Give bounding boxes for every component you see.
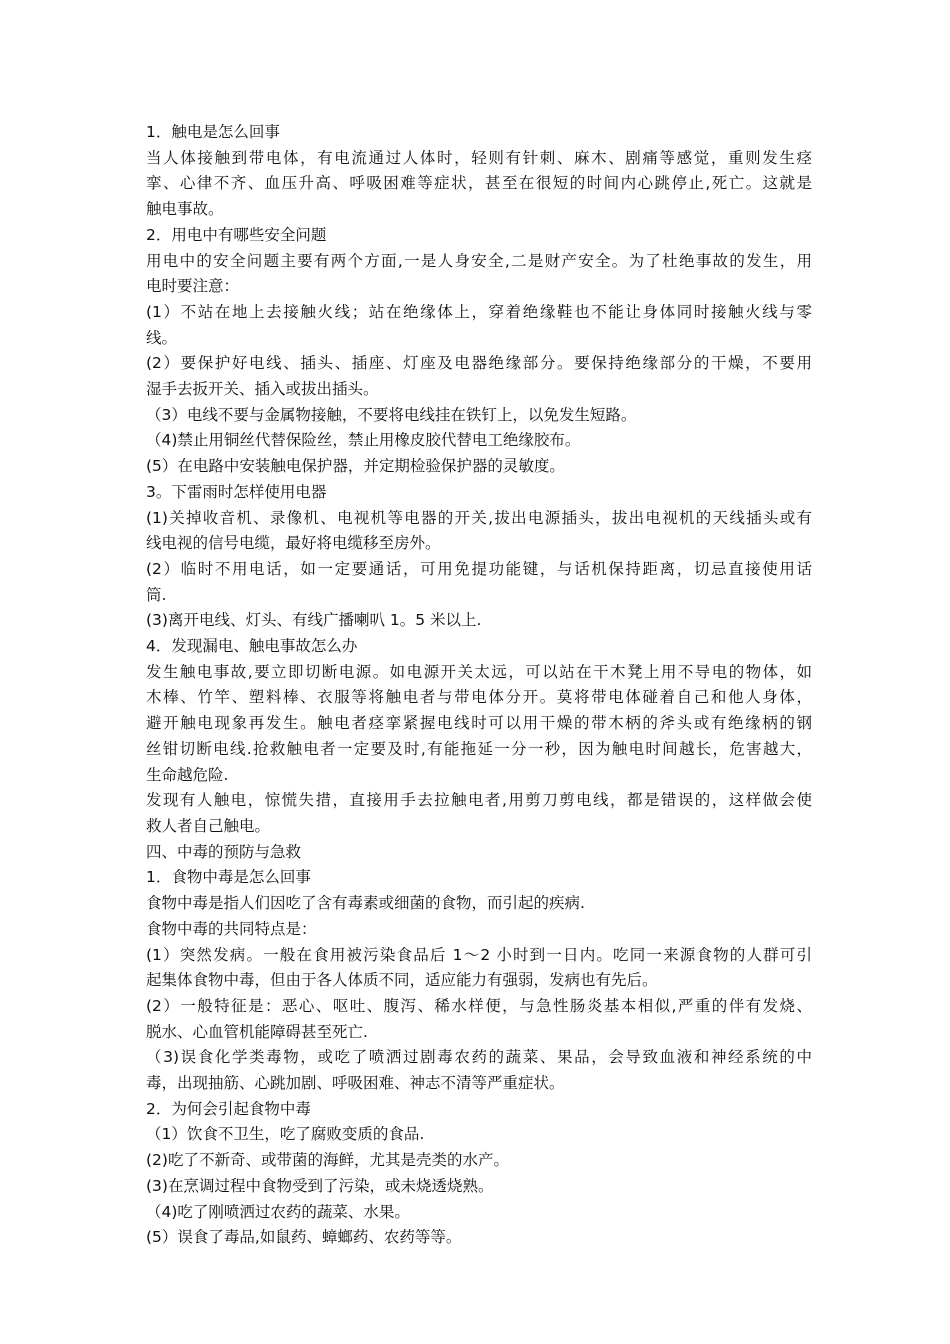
text-line: 湿手去扳开关、插入或拔出插头。 — [146, 380, 379, 399]
text-line: (1）突然发病。一般在食用被污染食品后 1～2 小时到一日内。吃同一来源食物的人群可引 — [146, 945, 812, 964]
text-line: (2）临时不用电话，如一定要通话，可用免提功能键，与话机保持距离，切忌直接使用话 — [146, 559, 812, 578]
text-line: 脱水、心血管机能障碍甚至死亡. — [146, 1022, 368, 1041]
text-line: （1）饮食不卫生，吃了腐败变质的食品. — [146, 1125, 425, 1144]
text-line: 触电事故。 — [146, 200, 224, 219]
text-line: 食物中毒的共同特点是： — [146, 919, 317, 938]
document-page — [146, 120, 812, 1251]
text-line: 起集体食物中毒，但由于各人体质不同，适应能力有强弱，发病也有先后。 — [146, 971, 658, 990]
text-line: 1．触电是怎么回事 — [146, 123, 280, 141]
text-line: (1）不站在地上去接触火线；站在绝缘体上，穿着绝缘鞋也不能让身体同时接触火线与零 — [146, 302, 812, 321]
text-line: 救人者自己触电。 — [146, 816, 271, 835]
text-line: （4)禁止用铜丝代替保险丝，禁止用橡皮胶代替电工绝缘胶布。 — [146, 431, 581, 450]
text-line: 木棒、竹竿、塑料棒、衣服等将触电者与带电体分开。莫将带电体碰着自己和他人身体， — [146, 688, 812, 707]
text-line: 生命越危险. — [146, 765, 229, 784]
text-line: 食物中毒是指人们因吃了含有毒素或细菌的食物，而引起的疾病. — [146, 894, 585, 913]
text-line: 用电中的安全问题主要有两个方面,一是人身安全,二是财产安全。为了杜绝事故的发生，用 — [146, 251, 812, 270]
text-line: 1．食物中毒是怎么回事 — [146, 868, 311, 887]
text-line: 四、中毒的预防与急救 — [146, 842, 302, 861]
text-line: (5）在电路中安装触电保护器，并定期检验保护器的灵敏度。 — [146, 457, 565, 476]
text-line: 丝钳切断电线.抢救触电者一定要及时,有能拖延一分一秒，因为触电时间越长，危害越大， — [146, 739, 812, 758]
text-line: （3）电线不要与金属物接触，不要将电线挂在铁钉上，以免发生短路。 — [146, 405, 637, 424]
text-line: （3)误食化学类毒物，或吃了喷洒过剧毒农药的蔬菜、果品，会导致血液和神经系统的中 — [146, 1048, 812, 1067]
text-line: 避开触电现象再发生。触电者痉挛紧握电线时可以用干燥的带木柄的斧头或有绝缘柄的钢 — [146, 714, 812, 733]
text-line: 2．用电中有哪些安全问题 — [146, 225, 327, 244]
text-line: 电时要注意： — [146, 277, 240, 296]
text-line: (2）一般特征是：恶心、呕吐、腹泻、稀水样便，与急性肠炎基本相似,严重的伴有发烧、 — [146, 996, 812, 1015]
text-line: 线。 — [146, 328, 178, 347]
text-line: (2)吃了不新奇、或带菌的海鲜，尤其是壳类的水产。 — [146, 1151, 509, 1170]
text-line: （4)吃了刚喷洒过农药的蔬菜、水果。 — [146, 1202, 410, 1221]
text-line: 毒，出现抽筋、心跳加剧、呼吸困难、神志不清等严重症状。 — [146, 1074, 565, 1093]
text-line: 2．为何会引起食物中毒 — [146, 1099, 311, 1118]
text-line: 挛、心律不齐、血压升高、呼吸困难等症状，甚至在很短的时间内心跳停止,死亡。这就是 — [146, 174, 812, 193]
text-line: 线电视的信号电缆，最好将电缆移至房外。 — [146, 534, 441, 553]
text-line: 4．发现漏电、触电事故怎么办 — [146, 637, 358, 656]
text-line: (3)在烹调过程中食物受到了污染，或未烧透烧熟。 — [146, 1176, 494, 1195]
text-line: (2）要保护好电线、插头、插座、灯座及电器绝缘部分。要保持绝缘部分的干燥，不要用 — [146, 354, 812, 373]
text-line: 3。下雷雨时怎样使用电器 — [146, 482, 327, 501]
text-line: (5）误食了毒品,如鼠药、蟑螂药、农药等等。 — [146, 1228, 462, 1247]
text-line: 发现有人触电，惊慌失措，直接用手去拉触电者,用剪刀剪电线，都是错误的，这样做会使 — [146, 791, 812, 810]
text-line: (3)离开电线、灯头、有线广播喇叭 1。5 米以上. — [146, 611, 482, 630]
text-line: (1)关掉收音机、录像机、电视机等电器的开关,拔出电源插头，拔出电视机的天线插头或有 — [146, 508, 812, 527]
text-line: 筒. — [146, 585, 167, 604]
text-line: 当人体接触到带电体，有电流通过人体时，轻则有针刺、麻木、剧痛等感觉，重则发生痉 — [146, 148, 812, 167]
text-line: 发生触电事故,要立即切断电源。如电源开关太远，可以站在干木凳上用不导电的物体，如 — [146, 662, 812, 681]
